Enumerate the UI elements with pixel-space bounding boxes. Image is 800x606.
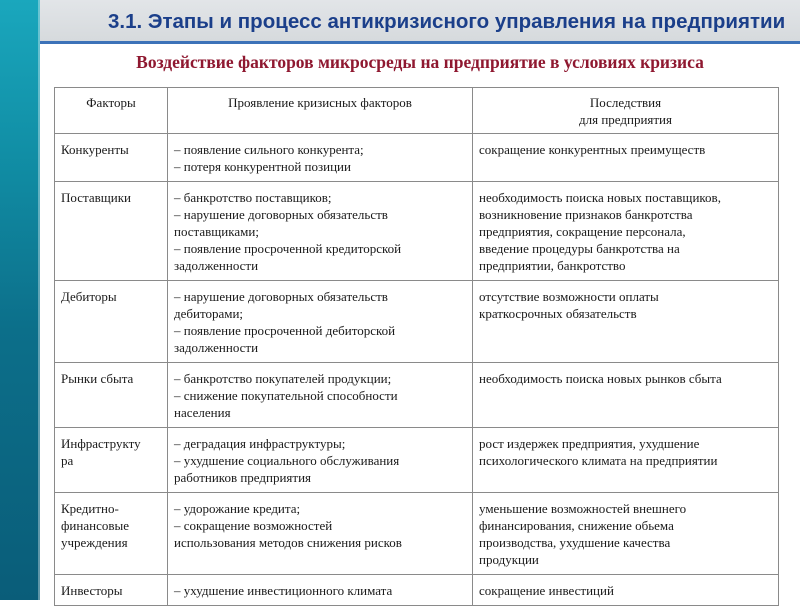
factor-cell-line: финансовые (61, 518, 129, 533)
factors-table (54, 87, 779, 606)
manifestation-cell-line: – деградация инфраструктуры; (174, 436, 346, 451)
slide-subtitle: Воздействие факторов микросреды на предприятие в условиях кризиса (136, 52, 704, 72)
manifestation-cell-line: – появление просроченной кредиторской (174, 241, 402, 256)
consequence-cell-line: введение процедуры банкротства на (479, 241, 680, 256)
manifestation-cell-line: – потеря конкурентной позиции (174, 159, 351, 174)
consequence-cell (473, 182, 779, 281)
factor-cell-line: ра (61, 453, 74, 468)
manifestation-cell-line: – ухудшение социального обслуживания (174, 453, 400, 468)
manifestation-cell (168, 363, 473, 428)
manifestation-cell-line: – появление просроченной дебиторской (174, 323, 396, 338)
manifestation-cell-line: – банкротство покупателей продукции; (174, 371, 392, 386)
manifestation-cell-line: задолженности (174, 340, 259, 355)
consequence-cell-line: предприятия, сокращение персонала, (479, 224, 686, 239)
manifestation-cell-line: – удорожание кредита; (174, 501, 301, 516)
consequence-cell-line: рост издержек предприятия, ухудшение (479, 436, 700, 451)
factor-cell-line: Инфраструкту (61, 436, 141, 451)
manifestation-cell-line: поставщиками; (174, 224, 259, 239)
consequence-cell (473, 134, 779, 182)
manifestation-cell (168, 575, 473, 606)
manifestation-cell-line: населения (174, 405, 231, 420)
factor-cell (55, 575, 168, 606)
factor-cell (55, 134, 168, 182)
slide-title: 3.1. Этапы и процесс антикризисного управления на предприятии (108, 10, 786, 33)
consequence-cell-line: отсутствие возможности оплаты (479, 289, 659, 304)
manifestation-cell-line: задолженности (174, 258, 259, 273)
manifestation-cell-line: – банкротство поставщиков; (174, 190, 332, 205)
consequence-cell (473, 281, 779, 363)
consequence-cell-line: финансирования, снижение обьема (479, 518, 674, 533)
manifestation-cell-line: – нарушение договорных обязательств (174, 289, 388, 304)
table-row (55, 363, 779, 428)
table-body (55, 134, 779, 606)
consequence-cell-line: предприятии, банкротство (479, 258, 626, 273)
manifestation-cell-line: работников предприятия (174, 470, 312, 485)
factor-cell (55, 428, 168, 493)
consequence-cell-line: необходимость поиска новых рынков сбыта (479, 371, 722, 386)
manifestation-cell-line: – появление сильного конкурента; (174, 142, 364, 157)
consequence-cell-line: сокращение инвестиций (479, 583, 614, 598)
manifestation-cell-line: – нарушение договорных обязательств (174, 207, 388, 222)
header-manifestations: Проявление кризисных факторов (168, 88, 473, 134)
table-row (55, 493, 779, 575)
factor-cell (55, 363, 168, 428)
factor-cell (55, 281, 168, 363)
consequence-cell-line: продукции (479, 552, 539, 567)
manifestation-cell-line: дебиторами; (174, 306, 244, 321)
factor-cell-line: Дебиторы (61, 289, 117, 304)
factor-cell (55, 182, 168, 281)
factor-cell-line: Рынки сбыта (61, 371, 134, 386)
manifestation-cell-line: – снижение покупательной способности (174, 388, 398, 403)
factor-cell-line: Поставщики (61, 190, 131, 205)
table-row (55, 182, 779, 281)
consequence-cell-line: психологического климата на предприятии (479, 453, 718, 468)
consequence-cell-line: возникновение признаков банкротства (479, 207, 693, 222)
manifestation-cell (168, 493, 473, 575)
factor-cell-line: Конкуренты (61, 142, 129, 157)
manifestation-cell (168, 182, 473, 281)
manifestation-cell (168, 428, 473, 493)
table-row (55, 428, 779, 493)
header-bar (40, 0, 800, 44)
manifestation-cell-line: – ухудшение инвестиционного климата (174, 583, 393, 598)
header-factors: Факторы (55, 88, 168, 134)
table-row (55, 134, 779, 182)
manifestation-cell-line: использования методов снижения рисков (174, 535, 402, 550)
consequence-cell (473, 363, 779, 428)
table-row (55, 281, 779, 363)
factor-cell (55, 493, 168, 575)
manifestation-cell (168, 134, 473, 182)
factor-cell-line: учреждения (61, 535, 128, 550)
sidebar-accent (0, 0, 40, 600)
consequence-cell-line: необходимость поиска новых поставщиков, (479, 190, 721, 205)
consequence-cell (473, 493, 779, 575)
manifestation-cell-line: – сокращение возможностей (174, 518, 333, 533)
factor-cell-line: Кредитно- (61, 501, 119, 516)
table-header-row (55, 88, 779, 134)
consequence-cell (473, 428, 779, 493)
manifestation-cell (168, 281, 473, 363)
consequence-cell-line: производства, ухудшение качества (479, 535, 671, 550)
table-row (55, 575, 779, 606)
header-consequences: Последствия для предприятия (473, 88, 779, 134)
consequence-cell-line: сокращение конкурентных преимуществ (479, 142, 706, 157)
consequence-cell (473, 575, 779, 606)
consequence-cell-line: краткосрочных обязательств (479, 306, 637, 321)
consequence-cell-line: уменьшение возможностей внешнего (479, 501, 687, 516)
factor-cell-line: Инвесторы (61, 583, 123, 598)
